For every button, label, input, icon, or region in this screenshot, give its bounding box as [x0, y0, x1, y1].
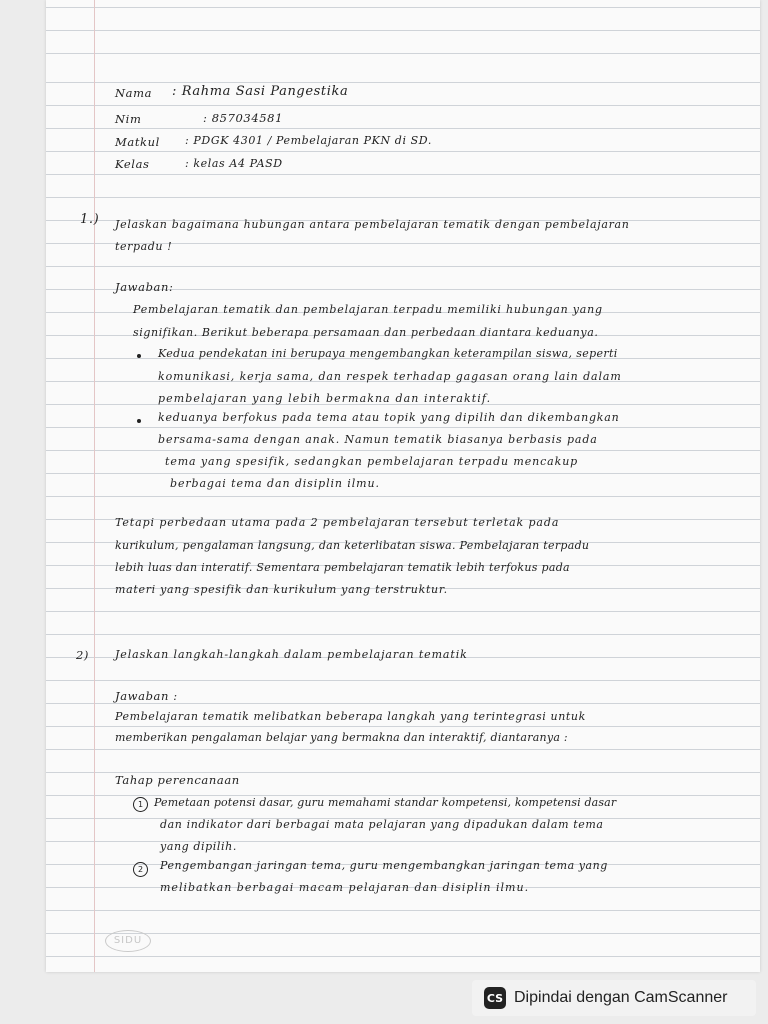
answer-1-bullet-1-line-2: komunikasi, kerja sama, dan respek terhadap gagasan orang lain dalam	[158, 370, 622, 383]
step-1-line-2: dan indikator dari berbagai mata pelajaran yang dipadukan dalam tema	[160, 818, 604, 831]
stage-heading: Tahap perencanaan	[115, 773, 240, 787]
answer-1-bullet-2-line-1: keduanya berfokus pada tema atau topik yang dipilih dan dikembangkan	[158, 411, 620, 424]
nim-label: Nim	[115, 112, 142, 126]
step-2-number: 2	[133, 862, 148, 877]
answer-1-paragraph-2-line-4: materi yang spesifik dan kurikulum yang terstruktur.	[115, 583, 448, 596]
bullet-point	[137, 419, 141, 423]
camscanner-label: Dipindai dengan CamScanner	[514, 989, 728, 1006]
nim-value: : 857034581	[203, 111, 283, 125]
step-2-line-2: melibatkan berbagai macam pelajaran dan disiplin ilmu.	[160, 881, 530, 894]
answer-1-bullet-1-line-3: pembelajaran yang lebih bermakna dan interaktif.	[158, 392, 492, 405]
question-2-number: 2)	[76, 648, 90, 662]
camscanner-badge	[472, 980, 756, 1016]
notebook-brand-stamp: SIDU	[105, 930, 151, 952]
bullet-point	[137, 354, 141, 358]
matkul-label: Matkul	[115, 135, 160, 149]
answer-1-bullet-2-line-4: berbagai tema dan disiplin ilmu.	[170, 477, 380, 490]
nama-label: Nama	[115, 86, 153, 100]
question-1-number: 1.)	[80, 212, 100, 227]
answer-2-intro-2: memberikan pengalaman belajar yang bermakna dan interaktif, diantaranya :	[115, 731, 568, 744]
answer-1-paragraph-2-line-3: lebih luas dan interatif. Sementara pembelajaran tematik lebih terfokus pada	[115, 561, 570, 574]
step-2-line-1: Pengembangan jaringan tema, guru mengembangkan jaringan tema yang	[160, 859, 608, 872]
camscanner-logo-icon: CS	[484, 987, 506, 1009]
answer-1-bullet-2-line-3: tema yang spesifik, sedangkan pembelajaran terpadu mencakup	[165, 455, 579, 468]
answer-1-intro-2: signifikan. Berikut beberapa persamaan dan perbedaan diantara keduanya.	[133, 326, 599, 339]
answer-1-paragraph-2-line-1: Tetapi perbedaan utama pada 2 pembelajaran tersebut terletak pada	[115, 516, 560, 529]
margin-line	[94, 0, 95, 972]
answer-1-heading: Jawaban:	[115, 280, 174, 294]
question-1-line-2: terpadu !	[115, 240, 173, 253]
step-1-number: 1	[133, 797, 148, 812]
answer-2-intro-1: Pembelajaran tematik melibatkan beberapa langkah yang terintegrasi untuk	[115, 710, 586, 723]
question-1-line-1: Jelaskan bagaimana hubungan antara pembelajaran tematik dengan pembelajaran	[115, 218, 630, 231]
nama-value: : Rahma Sasi Pangestika	[172, 84, 349, 99]
kelas-label: Kelas	[115, 157, 150, 171]
kelas-value: : kelas A4 PASD	[185, 157, 283, 170]
step-1-line-1: Pemetaan potensi dasar, guru memahami standar kompetensi, kompetensi dasar	[154, 796, 617, 809]
matkul-value: : PDGK 4301 / Pembelajaran PKN di SD.	[185, 134, 432, 147]
answer-1-bullet-2-line-2: bersama-sama dengan anak. Namun tematik biasanya berbasis pada	[158, 433, 598, 446]
answer-1-intro-1: Pembelajaran tematik dan pembelajaran terpadu memiliki hubungan yang	[133, 303, 603, 316]
question-2-line-1: Jelaskan langkah-langkah dalam pembelajaran tematik	[115, 648, 468, 661]
answer-1-paragraph-2-line-2: kurikulum, pengalaman langsung, dan keterlibatan siswa. Pembelajaran terpadu	[115, 539, 590, 552]
answer-2-heading: Jawaban :	[115, 689, 178, 703]
answer-1-bullet-1-line-1: Kedua pendekatan ini berupaya mengembangkan keterampilan siswa, seperti	[158, 347, 618, 360]
step-1-line-3: yang dipilih.	[160, 840, 237, 853]
